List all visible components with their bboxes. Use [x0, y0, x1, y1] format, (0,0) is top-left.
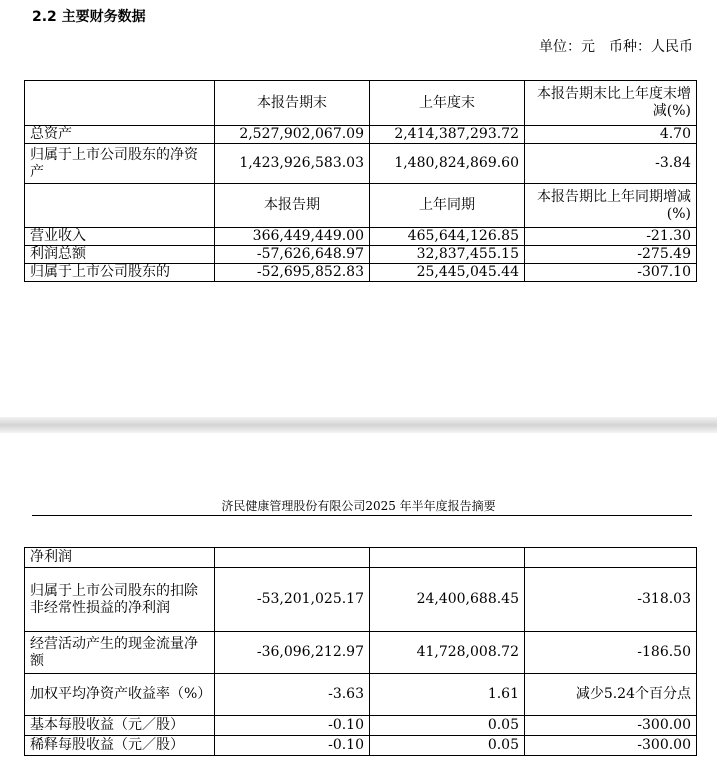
header-change-pct: 本报告期末比上年度末增减(%): [525, 81, 697, 126]
cell-value: 0.05: [370, 716, 525, 736]
financial-data-table-top: [24, 80, 697, 282]
header-change-pct: 本报告期比上年同期增减(%): [525, 184, 697, 228]
page-header-title: 济民健康管理股份有限公司2025 年半年度报告摘要: [221, 499, 496, 513]
table-row: [25, 246, 697, 264]
cell-value: 465,644,126.85: [370, 228, 525, 246]
row-label: 加权平均净资产收益率（%）: [25, 674, 215, 716]
cell-value: -36,096,212.97: [215, 632, 370, 674]
table-header-empty: [25, 184, 215, 228]
cell-value: [370, 548, 525, 568]
header-prior-year-end: 上年度末: [370, 81, 525, 126]
cell-value: 2,414,387,293.72: [370, 126, 525, 144]
table-header-empty: [25, 81, 215, 126]
cell-value: -186.50: [525, 632, 697, 674]
row-label: 归属于上市公司股东的净资产: [25, 144, 215, 184]
row-label: 稀释每股收益（元／股）: [25, 736, 215, 756]
table-row: [25, 548, 697, 568]
table-row: [25, 144, 697, 184]
cell-value: -318.03: [525, 568, 697, 632]
table-row: [25, 264, 697, 282]
cell-value: -52,695,852.83: [215, 264, 370, 282]
table-row: [25, 228, 697, 246]
cell-value: -0.10: [215, 716, 370, 736]
table-row: [25, 716, 697, 736]
cell-value: -300.00: [525, 716, 697, 736]
cell-value: 25,445,045.44: [370, 264, 525, 282]
cell-value: -3.63: [215, 674, 370, 716]
table-row: [25, 632, 697, 674]
table-header-row: [25, 81, 697, 126]
cell-value: 1.61: [370, 674, 525, 716]
table-row: [25, 126, 697, 144]
cell-value: 24,400,688.45: [370, 568, 525, 632]
cell-value: 1,423,926,583.03: [215, 144, 370, 184]
cell-value: 2,527,902,067.09: [215, 126, 370, 144]
cell-value: -0.10: [215, 736, 370, 756]
row-label: 经营活动产生的现金流量净额: [25, 632, 215, 674]
cell-value: [525, 548, 697, 568]
unit-currency-line: 单位：元 币种：人民币: [539, 39, 693, 55]
cell-value: -307.10: [525, 264, 697, 282]
cell-value: -300.00: [525, 736, 697, 756]
page-break-separator: [0, 417, 717, 433]
table-row: [25, 568, 697, 632]
header-prior-period: 上年同期: [370, 184, 525, 228]
cell-value: -21.30: [525, 228, 697, 246]
row-label: 营业收入: [25, 228, 215, 246]
cell-value: 1,480,824,869.60: [370, 144, 525, 184]
header-current-period: 本报告期: [215, 184, 370, 228]
cell-value: -3.84: [525, 144, 697, 184]
row-label: 归属于上市公司股东的: [25, 264, 215, 282]
table-row: [25, 674, 697, 716]
row-label: 归属于上市公司股东的扣除非经常性损益的净利润: [25, 568, 215, 632]
table-row: [25, 736, 697, 756]
row-label: 净利润: [25, 548, 215, 568]
header-rule: [32, 515, 692, 516]
cell-value: [215, 548, 370, 568]
cell-value: -275.49: [525, 246, 697, 264]
cell-value: -57,626,648.97: [215, 246, 370, 264]
cell-value: 0.05: [370, 736, 525, 756]
section-title: 2.2 主要财务数据: [32, 9, 146, 25]
row-label: 利润总额: [25, 246, 215, 264]
cell-value: 4.70: [525, 126, 697, 144]
cell-value: 366,449,449.00: [215, 228, 370, 246]
cell-value: -53,201,025.17: [215, 568, 370, 632]
row-label: 总资产: [25, 126, 215, 144]
cell-value: 32,837,455.15: [370, 246, 525, 264]
cell-value: 41,728,008.72: [370, 632, 525, 674]
financial-data-table-bottom: [24, 547, 697, 756]
cell-value: 减少5.24个百分点: [525, 674, 697, 716]
header-period-end: 本报告期末: [215, 81, 370, 126]
row-label: 基本每股收益（元／股）: [25, 716, 215, 736]
table-subheader-row: [25, 184, 697, 228]
